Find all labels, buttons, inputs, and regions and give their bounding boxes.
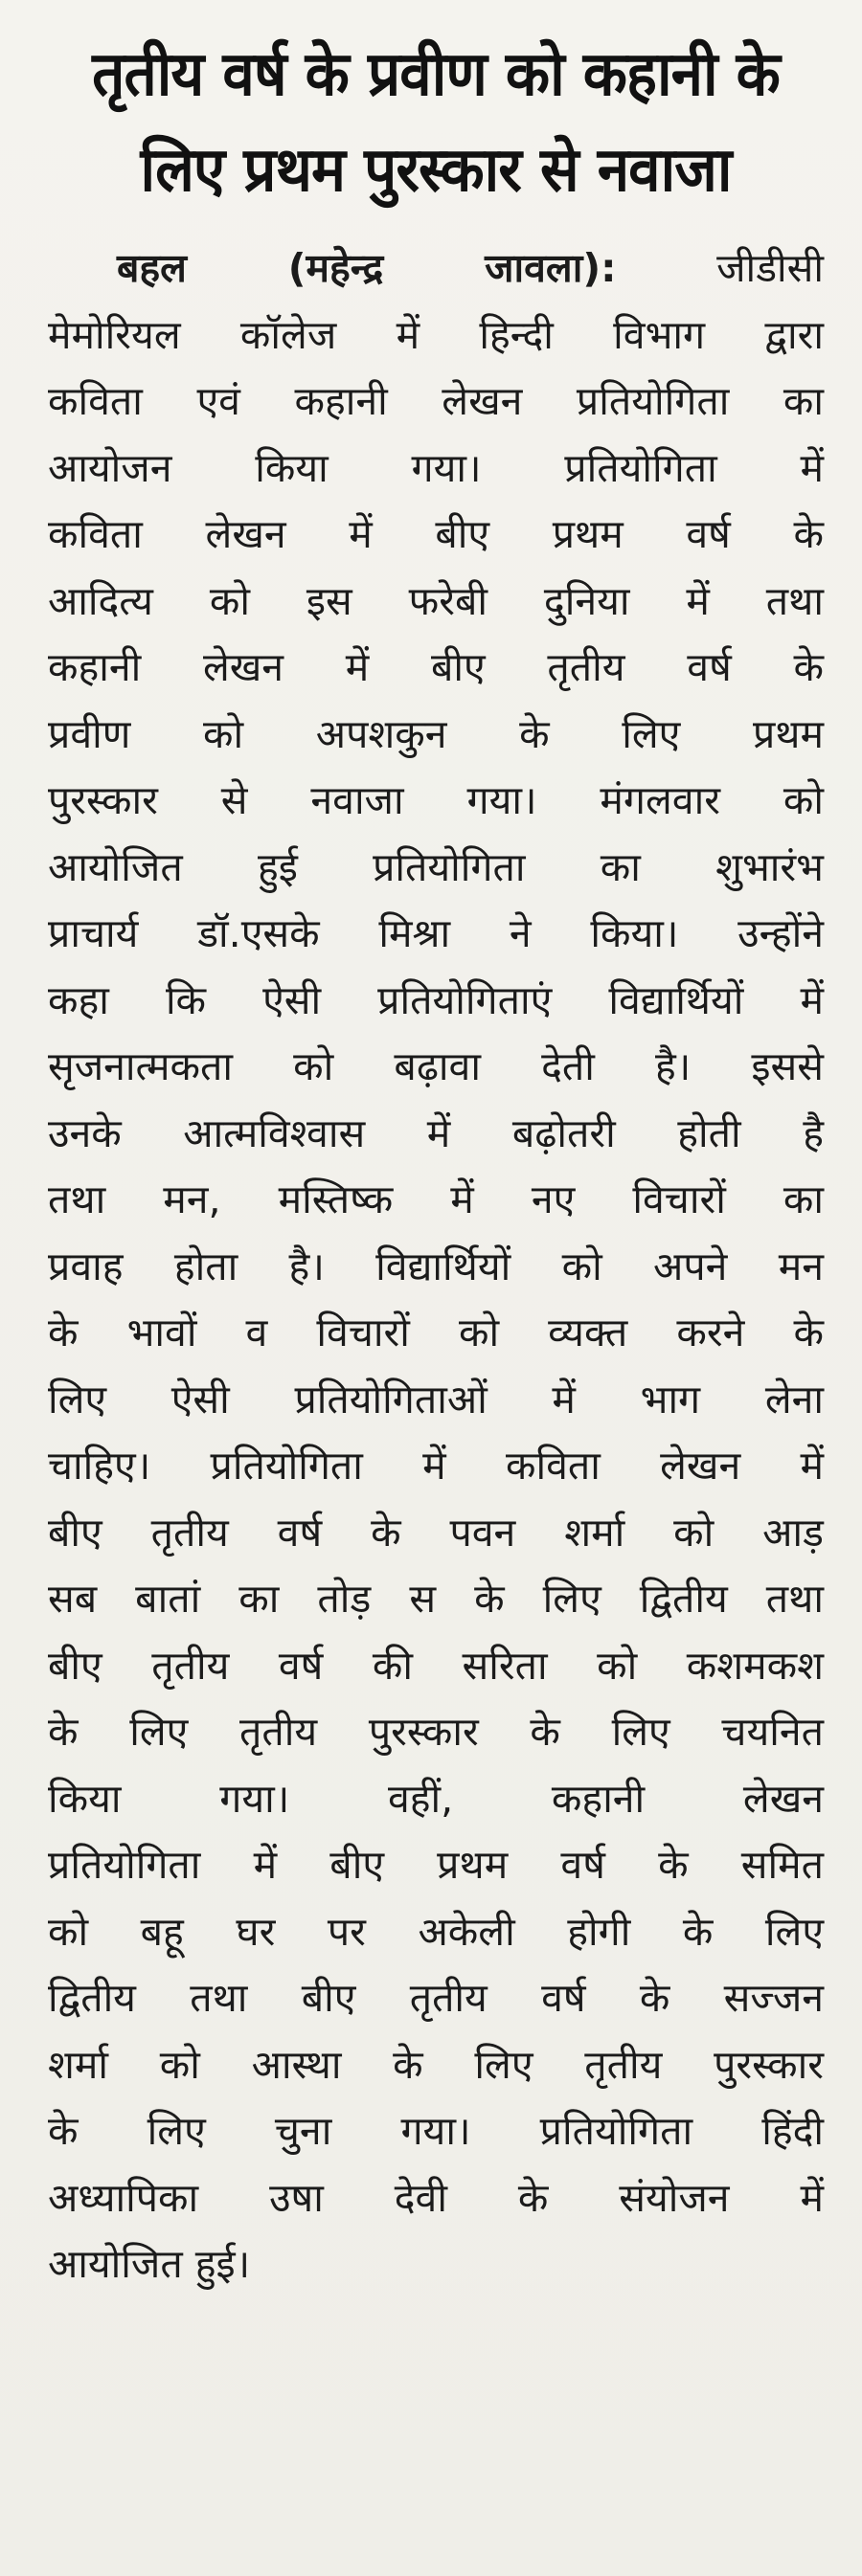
headline-line-2: लिए प्रथम पुरस्कार से नवाजा [140, 135, 732, 206]
article-line: प्राचार्य डॉ.एसके मिश्रा ने किया। उन्होंने [48, 910, 824, 956]
article-line: शर्मा को आस्था के लिए तृतीय पुरस्कार [48, 2041, 824, 2088]
article-line: मेमोरियल कॉलेज में हिन्दी विभाग द्वारा [48, 311, 824, 358]
article-line: कहानी लेखन में बीए तृतीय वर्ष के [48, 644, 824, 690]
article-line: उनके आत्मविश्वास में बढ़ोतरी होती है [48, 1109, 824, 1156]
article-line: सृजनात्मकता को बढ़ावा देती है। इससे [48, 1043, 824, 1089]
article-line: के लिए तृतीय पुरस्कार के लिए चयनित [48, 1709, 824, 1755]
article-line: आदित्य को इस फरेबी दुनिया में तथा [48, 577, 824, 624]
article-line: कहा कि ऐसी प्रतियोगिताएं विद्यार्थियों में [48, 976, 824, 1023]
first-line-text: जीडीसी [616, 245, 824, 291]
article-first-line [48, 235, 824, 302]
article-body [48, 235, 824, 2298]
headline-line-1: तृतीय वर्ष के प्रवीण को कहानी के [92, 39, 780, 110]
article-line: प्रवाह होता है। विद्यार्थियों को अपने मन [48, 1243, 824, 1289]
headline [71, 27, 800, 218]
article-line: कविता लेखन में बीए प्रथम वर्ष के [48, 511, 824, 557]
article-line: तथा मन, मस्तिष्क में नए विचारों का [48, 1176, 824, 1222]
article-line: प्रवीण को अपशकुन के लिए प्रथम [48, 710, 824, 757]
article-line: अध्यापिका उषा देवी के संयोजन में [48, 2174, 824, 2221]
article-line: कविता एवं कहानी लेखन प्रतियोगिता का [48, 378, 824, 424]
article-line: प्रतियोगिता में बीए प्रथम वर्ष के समित [48, 1842, 824, 1888]
article-line: चाहिए। प्रतियोगिता में कविता लेखन में [48, 1443, 824, 1489]
article-line: लिए ऐसी प्रतियोगिताओं में भाग लेना [48, 1376, 824, 1422]
article-line: के भावों व विचारों को व्यक्त करने के [48, 1310, 824, 1355]
article-line: आयोजित हुई प्रतियोगिता का शुभारंभ [48, 843, 824, 890]
article-line: सब बातां का तोड़ स के लिए द्वितीय तथा [48, 1576, 824, 1622]
article-line: किया गया। वहीं, कहानी लेखन [48, 1775, 824, 1822]
article-line: द्वितीय तथा बीए तृतीय वर्ष के सज्जन [48, 1975, 824, 2021]
article-line: पुरस्कार से नवाजा गया। मंगलवार को [48, 777, 824, 823]
article-line: आयोजन किया गया। प्रतियोगिता में [48, 444, 824, 491]
article-line: को बहू घर पर अकेली होगी के लिए [48, 1908, 824, 1955]
article-line: बीए तृतीय वर्ष की सरिता को कशमकश [48, 1642, 824, 1689]
article-line: के लिए चुना गया। प्रतियोगिता हिंदी [48, 2108, 824, 2154]
article-line: बीए तृतीय वर्ष के पवन शर्मा को आड़ [48, 1509, 824, 1556]
article-line: आयोजित हुई। [48, 2241, 251, 2287]
dateline: बहल (महेन्द्र जावला): [117, 245, 617, 291]
